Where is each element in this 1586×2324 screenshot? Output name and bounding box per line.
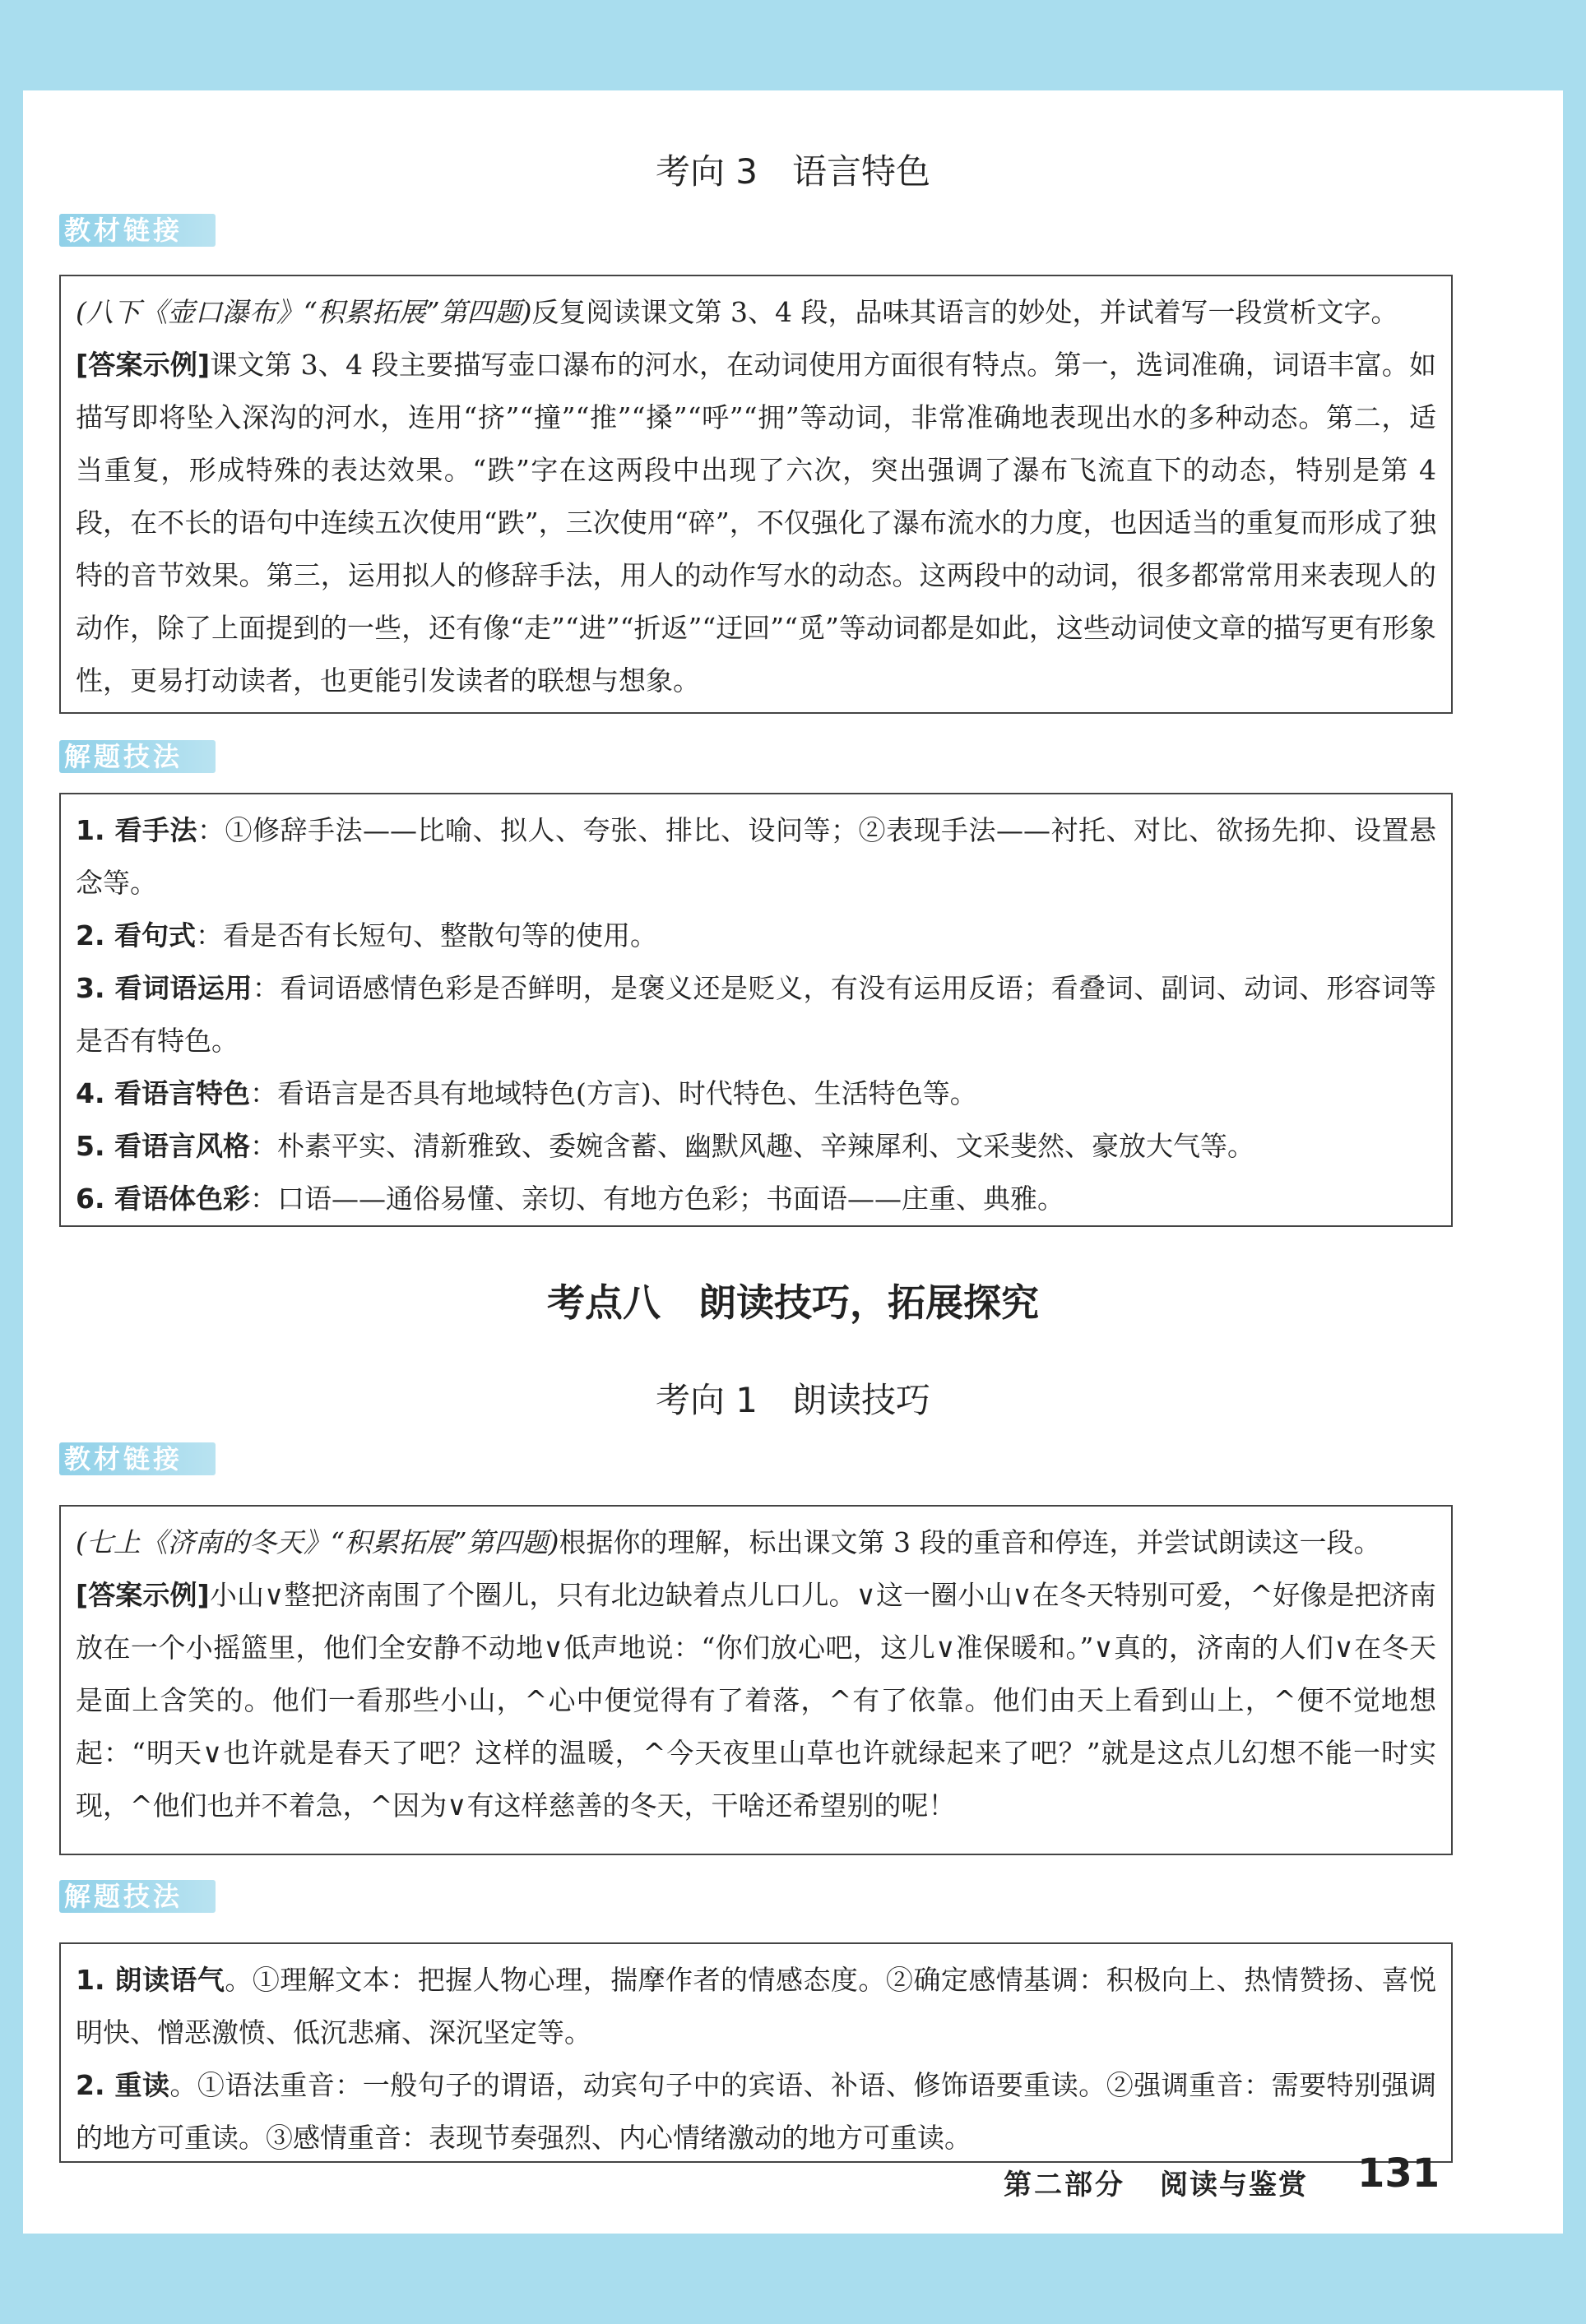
right-border-band <box>1563 0 1586 2324</box>
technique-tag: 解题技法 <box>59 1880 216 1913</box>
answer-example-paragraph <box>76 1569 1436 1832</box>
technique-item-title: 2. 重读 <box>76 2069 170 2101</box>
technique-item <box>76 1173 1436 1225</box>
answer-example-paragraph <box>76 339 1436 707</box>
textbook-question-source: (七上《济南的冬天》“积累拓展”第四题) <box>76 1526 559 1558</box>
technique-item <box>76 1067 1436 1120</box>
technique-item-text: 。①语法重音：一般句子的谓语，动宾句子中的宾语、补语、修饰语要重读。②强调重音：需要特别强调的地方可重读。③感情重音：表现节奏强烈、内心情绪激动的地方可重读。 <box>76 2069 1436 2154</box>
textbook-question-paragraph <box>76 286 1436 339</box>
technique-item-title: 1. 看手法 <box>76 814 197 846</box>
technique-item-title: 4. 看语言特色 <box>76 1077 250 1109</box>
technique-item <box>76 804 1436 910</box>
footer-section-label: 第二部分 <box>1004 2169 1125 2201</box>
technique-item-title: 6. 看语体色彩 <box>76 1183 250 1215</box>
left-border-band <box>0 0 23 2324</box>
technique-item-title: 3. 看词语运用 <box>76 972 253 1004</box>
technique-item-text: ：看词语感情色彩是否鲜明，是褒义还是贬义，有没有运用反语；看叠词、副词、动词、形容词等是否有特色。 <box>76 972 1436 1057</box>
technique-tag: 解题技法 <box>59 740 216 773</box>
technique-item-title: 2. 看句式 <box>76 919 196 951</box>
footer-subsection-label: 阅读与鉴赏 <box>1160 2169 1308 2201</box>
answer-example-text: 小山∨整把济南围了个圈儿，只有北边缺着点儿口儿。∨这一圈小山∨在冬天特别可爱，^好像是把济南放在一个小摇篮里，他们全安静不动地∨低声地说：“你们放心吧，这儿∨准保暖和。”∨真的，济南的人们∨在冬天是面上含笑的。他们一看那些小山，^心中便觉得有了着落，^有了依靠。他们由天上看到山上，^便不觉地想起：“明天∨也许就是春天了吧？这样的温暖，^今天夜里山草也许就绿起来了吧？”就是这点儿幻想不能一时实现，^他们也并不着急，^因为∨有这样慈善的冬天，干啥还希望别的呢！ <box>76 1579 1436 1822</box>
section-heading-language-features: 考向 3 语言特色 <box>655 151 931 192</box>
textbook-link-box-2 <box>59 1505 1453 1855</box>
textbook-link-tag: 教材链接 <box>59 1442 216 1475</box>
answer-example-label: [答案示例] <box>76 349 211 381</box>
technique-item <box>76 910 1436 962</box>
textbook-question-source: (八下《壶口瀑布》“积累拓展”第四题) <box>76 296 532 328</box>
technique-item <box>76 2059 1436 2164</box>
technique-item-text: ：朴素平实、清新雅致、委婉含蓄、幽默风趣、辛辣犀利、文采斐然、豪放大气等。 <box>250 1130 1254 1162</box>
technique-item <box>76 1120 1436 1173</box>
technique-box-2 <box>59 1942 1453 2163</box>
answer-example-label: [答案示例] <box>76 1579 210 1611</box>
technique-item <box>76 1954 1436 2059</box>
technique-box-1 <box>59 793 1453 1227</box>
technique-item-text: ：①修辞手法——比喻、拟人、夸张、排比、设问等；②表现手法——衬托、对比、欲扬先抑、设置悬念等。 <box>76 814 1436 899</box>
textbook-question-paragraph <box>76 1516 1436 1569</box>
technique-item-text: ：口语——通俗易懂、亲切、有地方色彩；书面语——庄重、典雅。 <box>250 1183 1064 1215</box>
page-footer <box>1004 2150 1440 2201</box>
section-heading-reading-skills: 考向 1 朗读技巧 <box>655 1380 931 1420</box>
technique-item-text: ：看是否有长短句、整散句等的使用。 <box>196 919 657 951</box>
technique-item-title: 5. 看语言风格 <box>76 1130 250 1162</box>
textbook-link-box-1 <box>59 275 1453 714</box>
technique-item <box>76 962 1436 1067</box>
page-number: 131 <box>1357 2150 1440 2197</box>
bottom-border-band <box>0 2234 1586 2324</box>
textbook-question-text: 根据你的理解，标出课文第 3 段的重音和停连，并尝试朗读这一段。 <box>559 1526 1381 1558</box>
technique-item-text: ：看语言是否具有地域特色(方言)、时代特色、生活特色等。 <box>250 1077 977 1109</box>
technique-item-text: 。①理解文本：把握人物心理，揣摩作者的情感态度。②确定感情基调：积极向上、热情赞扬、喜悦明快、憎恶激愤、低沉悲痛、深沉坚定等。 <box>76 1964 1436 2049</box>
textbook-link-tag: 教材链接 <box>59 214 216 247</box>
top-border-band <box>0 0 1586 90</box>
technique-item-title: 1. 朗读语气 <box>76 1964 225 1996</box>
exam-point-heading: 考点八 朗读技巧，拓展探究 <box>547 1280 1039 1325</box>
textbook-question-text: 反复阅读课文第 3、4 段，品味其语言的妙处，并试着写一段赏析文字。 <box>531 296 1398 328</box>
answer-example-text: 课文第 3、4 段主要描写壶口瀑布的河水，在动词使用方面很有特点。第一，选词准确，词语丰富。如描写即将坠入深沟的河水，连用“挤”“撞”“推”“搡”“呼”“拥”等动词，非常准确地表现出水的多种动态。第二，适当重复，形成特殊的表达效果。“跌”字在这两段中出现了六次，突出强调了瀑布飞流直下的动态，特别是第 4 段，在不长的语句中连续五次使用“跌”，三次使用“碎”，不仅强化了瀑布流水的力度，也因适当的重复而形成了独特的音节效果。第三，运用拟人的修辞手法，用人的动作写水的动态。这两段中的动词，很多都常常用来表现人的动作，除了上面提到的一些，还有像“走”“进”“折返”“迂回”“觅”等动词都是如此，这些动词使文章的描写更有形象性，更易打动读者，也更能引发读者的联想与想象。 <box>76 349 1436 697</box>
